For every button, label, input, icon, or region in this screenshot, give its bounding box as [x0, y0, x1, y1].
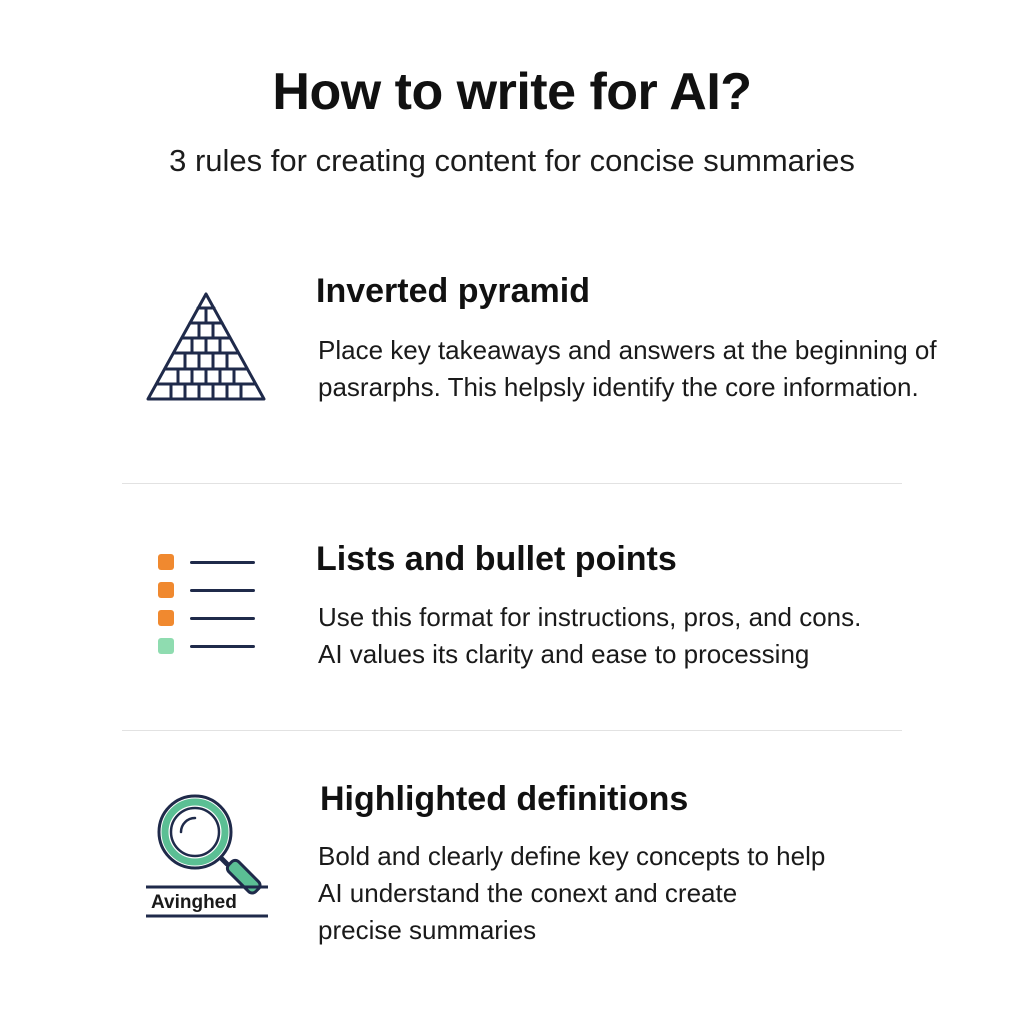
divider — [122, 483, 902, 484]
highlight-label: Avinghed — [151, 892, 237, 913]
bullet-row — [158, 610, 278, 628]
section-title: Highlighted definitions — [320, 780, 689, 818]
section-body — [318, 838, 825, 949]
section-body — [318, 332, 937, 406]
section-title: Lists and bullet points — [316, 540, 677, 578]
body-line: Place key takeaways and answers at the beginning of — [318, 335, 937, 365]
bullet-row — [158, 638, 278, 656]
bullet-row — [158, 582, 278, 600]
highlight-underline — [144, 884, 270, 920]
body-line: pasrarphs. This helpsly identify the core information. — [318, 372, 919, 402]
bullet-row — [158, 554, 278, 572]
page-subtitle: 3 rules for creating content for concise summaries — [169, 143, 855, 178]
bullet-line — [190, 561, 255, 564]
bullet-line — [190, 617, 255, 620]
body-line: AI understand the conext and create — [318, 878, 738, 908]
section-body — [318, 599, 861, 673]
bullet-dot — [158, 638, 174, 654]
bullet-dot — [158, 610, 174, 626]
divider — [122, 730, 902, 731]
bullet-line — [190, 589, 255, 592]
bullet-dot — [158, 582, 174, 598]
body-line: precise summaries — [318, 915, 537, 945]
pyramid-icon — [144, 290, 268, 404]
body-line: Use this format for instructions, pros, and cons. — [318, 602, 862, 632]
page-title: How to write for AI? — [272, 63, 752, 121]
bullet-line — [190, 645, 255, 648]
body-line: Bold and clearly define key concepts to help — [318, 841, 826, 871]
body-line: AI values its clarity and ease to processing — [318, 639, 810, 669]
section-title: Inverted pyramid — [316, 272, 590, 310]
bullet-dot — [158, 554, 174, 570]
bullet-list-icon — [158, 554, 268, 658]
